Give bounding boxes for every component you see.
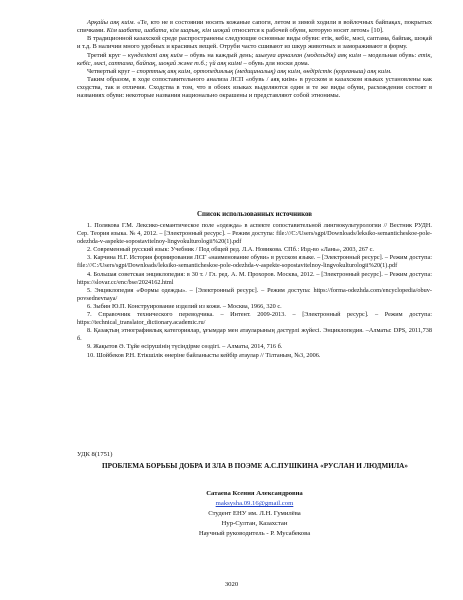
references-heading: Список использованных источников xyxy=(197,211,312,218)
reference-item: 2. Современный русский язык: Учебник / Под общей ред. Л.А. Новикова. СПб.: Изд-во «Лань», 2003, 267 с. xyxy=(87,246,374,254)
term-italic: етік, кебіс, мәсі, саптама, байпақ, шоқай және т.б.; үй аяқ киімі – xyxy=(77,51,432,67)
author-email-link[interactable]: maksysha.09.16@gmail.com xyxy=(215,500,294,507)
term-italic: Кім шабата, шабата, кім шарық, кім шоқай xyxy=(105,27,231,35)
paragraph-4 xyxy=(77,68,432,76)
reference-item: 1. Полякова Г.М. Лексико-семантическое поле «одежда» в аспекте сопоставительной лингвокультурологии // Вестник РУДН. Сер. Теория языка. № 4, 2012. – [Электронный ресурс]. – Режим доступа: file:///C:/Users/sgpi/Downloads/leksiko-semanticheskoe-pole-odezhda-v-aspekte-sopostavitelnoy-lingvokulturologii%20(1).pdf xyxy=(77,222,432,246)
term-italic: күнделікті аяқ киім xyxy=(125,51,183,59)
text-span: обувь для носки дома. xyxy=(246,59,310,67)
text-span: «Те, кто не в состоянии носить кожаные сапоги, летом и зимой ходили в войлочных байпақах, покрытых спичками. xyxy=(77,19,433,35)
page-number: 3020 xyxy=(224,581,239,588)
text-span: – обувь на каждый день; xyxy=(182,51,254,59)
author-city: Нур-Султан, Казахстан xyxy=(221,520,288,527)
author-block xyxy=(77,489,432,539)
text-span: относится к рабочей обуви, которую носят летом» [10]. xyxy=(230,27,384,35)
paragraph-3 xyxy=(77,52,432,68)
reference-item: 6. Зыбин Ю.П. Конструирование изделий из кожи. – Москва, 1966, 320 с. xyxy=(87,302,282,310)
author-affiliation: Студент ЕНУ им. Л.Н. Гумилёва xyxy=(208,510,301,517)
references-list xyxy=(77,222,432,360)
paragraph-1 xyxy=(77,19,432,35)
term-italic: Арқайы аяқ киім. xyxy=(87,19,136,26)
udc-code: УДК 8(1751) xyxy=(77,451,113,458)
supervisor: Научный руководитель - Р. Мусабекова xyxy=(198,530,311,537)
reference-item: 8. Қазақтың этнографиялық категориялар, ұғымдар мен атауларының дәстүрлі жүйесі. Энциклопедия. –Алматы: DPS, 2011,738 б. xyxy=(77,327,432,343)
reference-item: 3. Карчина Н.Г. История формирования ЛСГ «наименование обуви» в русском языке. – [Электронный ресурс]. – Режим доступа: file:///C:/Users/sgpi/Downloads/leksiko-semanticheskoe-pole-odezhda-v-aspekte-sopostavitelnoy-lingvokulturologii%20(1).pdf xyxy=(77,254,432,270)
reference-item: 7. Справочник технического переводчика. – Интент. 2009-2013. – [Электронный ресурс]. – Режим доступа: https://technical_translator_dictionary.academic.ru/ xyxy=(77,311,432,327)
text-span: Третий круг – xyxy=(87,51,126,59)
term-italic: шығуға арналған (модельдік) аяқ киім xyxy=(253,51,361,59)
term-italic: спорттық аяқ киім, ортопедиялық (медициналық) аяқ киім, өндірістік (қорғаныш) аяқ киім. xyxy=(135,67,392,75)
body-text xyxy=(77,19,432,101)
reference-item: 4. Большая советская энциклопедия: в 30 т. / Гл. ред. А. М. Прохоров. Москва, 2012. – [Электронный ресурс]. – Режим доступа: https://slovar.cc/enc/bse/2024162.html xyxy=(77,270,432,286)
reference-item: 9. Жақытов Ә. Тұйе өсірушінің түсіндірме сөздігі. – Алматы, 2014, 716 б. xyxy=(87,343,283,351)
paragraph-5: Таким образом, в ходе сопоставительного анализа ЛСП «обувь / аяқ киім» в русском и казахском языках установлены как сходства, так и отличия. Сходства в том, что в обоих языках выделяются один и те же виды обуви, расхождения состоят в названиях обуви: некоторые названия национально окрашены и представляют собой этнонимы. xyxy=(77,76,432,100)
author-name: Сатаева Ксения Александровна xyxy=(206,490,303,497)
text-span: Четвертый круг – xyxy=(87,67,135,75)
text-span: – модельная обувь: xyxy=(360,51,417,59)
paragraph-2: В традиционной казахской среде распространены следующие основные виды обуви: етік, кебіс, мәсі, саптама, байпақ, шоқай и т.д. В наличии много удобных и красивых вещей. Отруби часто сшивают из шкур животных и замораживают в форму. xyxy=(77,35,432,51)
article-title: ПРОБЛЕМА БОРЬБЫ ДОБРА И ЗЛА В ПОЭМЕ А.С.ПУШКИНА «РУСЛАН И ЛЮДМИЛА» xyxy=(102,462,408,470)
reference-item: 10. Шойбеков Р.Н. Етікшілік өнеріне байланысты кейбір атаулар // Тілтаным, №3, 2006. xyxy=(87,351,321,359)
reference-item: 5. Энциклопедия «Формы одежды». – [Электронный ресурс]. – Режим доступа: https://forma-odezhda.com/encyclopedia/obuv-povsednevnaya/ xyxy=(77,286,432,302)
